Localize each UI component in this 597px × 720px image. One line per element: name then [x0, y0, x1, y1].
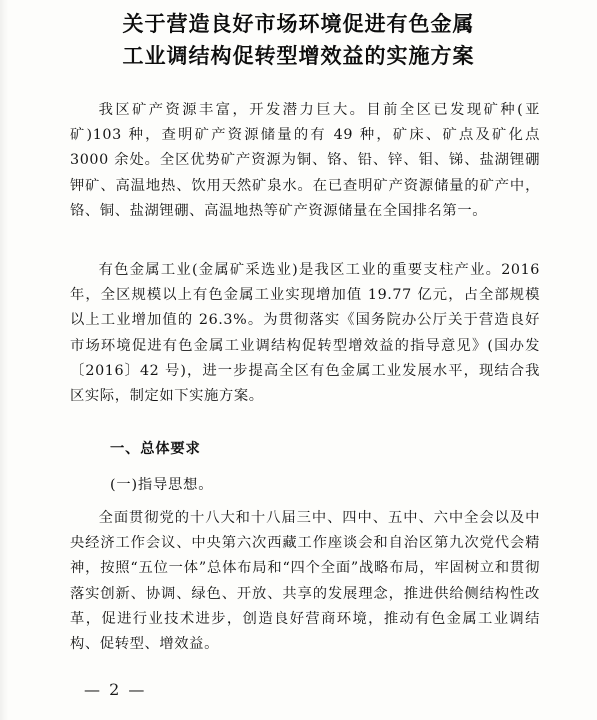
paragraph-guiding-ideology: 全面贯彻党的十八大和十八届三中、四中、五中、六中全会以及中央经济工作会议、中央第六次西藏工作座谈会和自治区第九次党代会精神，按照“五位一体”总体布局和“四个全面”战略布局，牢固树立和贯彻落实创新、协调、绿色、开放、共享的发展理念，推进供给侧结构性改革，促进行业技术进步，创造良好营商环境，推动有色金属工业调结构、促转型、增效益。 [70, 510, 540, 653]
scan-edge-shadow [0, 0, 8, 720]
section-heading: 一、总体要求 [110, 441, 201, 457]
intro-paragraph [70, 98, 540, 224]
document-title-line-2: 工业调结构促转型增效益的实施方案 [122, 44, 475, 68]
document-title-line-1: 关于营造良好市场环境促进有色金属 [122, 12, 475, 36]
paragraph-mineral-resources: 我区矿产资源丰富，开发潜力巨大。目前全区已发现矿种(亚矿)103 种，查明矿产资源储量的有 49 种，矿床、矿点及矿化点 3000 余处。全区优势矿产资源为铜、铬、铅、锌、钼、锑、盐湖锂硼钾矿、高温地热、饮用天然矿泉水。在已查明矿产资源储量的矿产中，铬、铜、盐湖锂硼、高温地热等矿产资源储量在全国排名第一。 [70, 102, 540, 219]
industry-paragraph-block [70, 258, 540, 409]
guiding-paragraph-block [70, 506, 540, 657]
paragraph-nonferrous-industry: 有色金属工业(金属矿采选业)是我区工业的重要支柱产业。2016 年，全区规模以上有色金属工业实现增加值 19.77 亿元，占全部规模以上工业增加值的 26.3%。为贯彻落实《国务院办公厅关于营造良好市场环境促进有色金属工业调结构促转型增效益的指导意见》(国办发〔2016〕42 号)，进一步提高全区有色金属工业发展水平，现结合我区实际，制定如下实施方案。 [70, 262, 540, 405]
subsection-heading: (一)指导思想。 [110, 477, 214, 493]
page-number: — 2 — [84, 680, 147, 699]
